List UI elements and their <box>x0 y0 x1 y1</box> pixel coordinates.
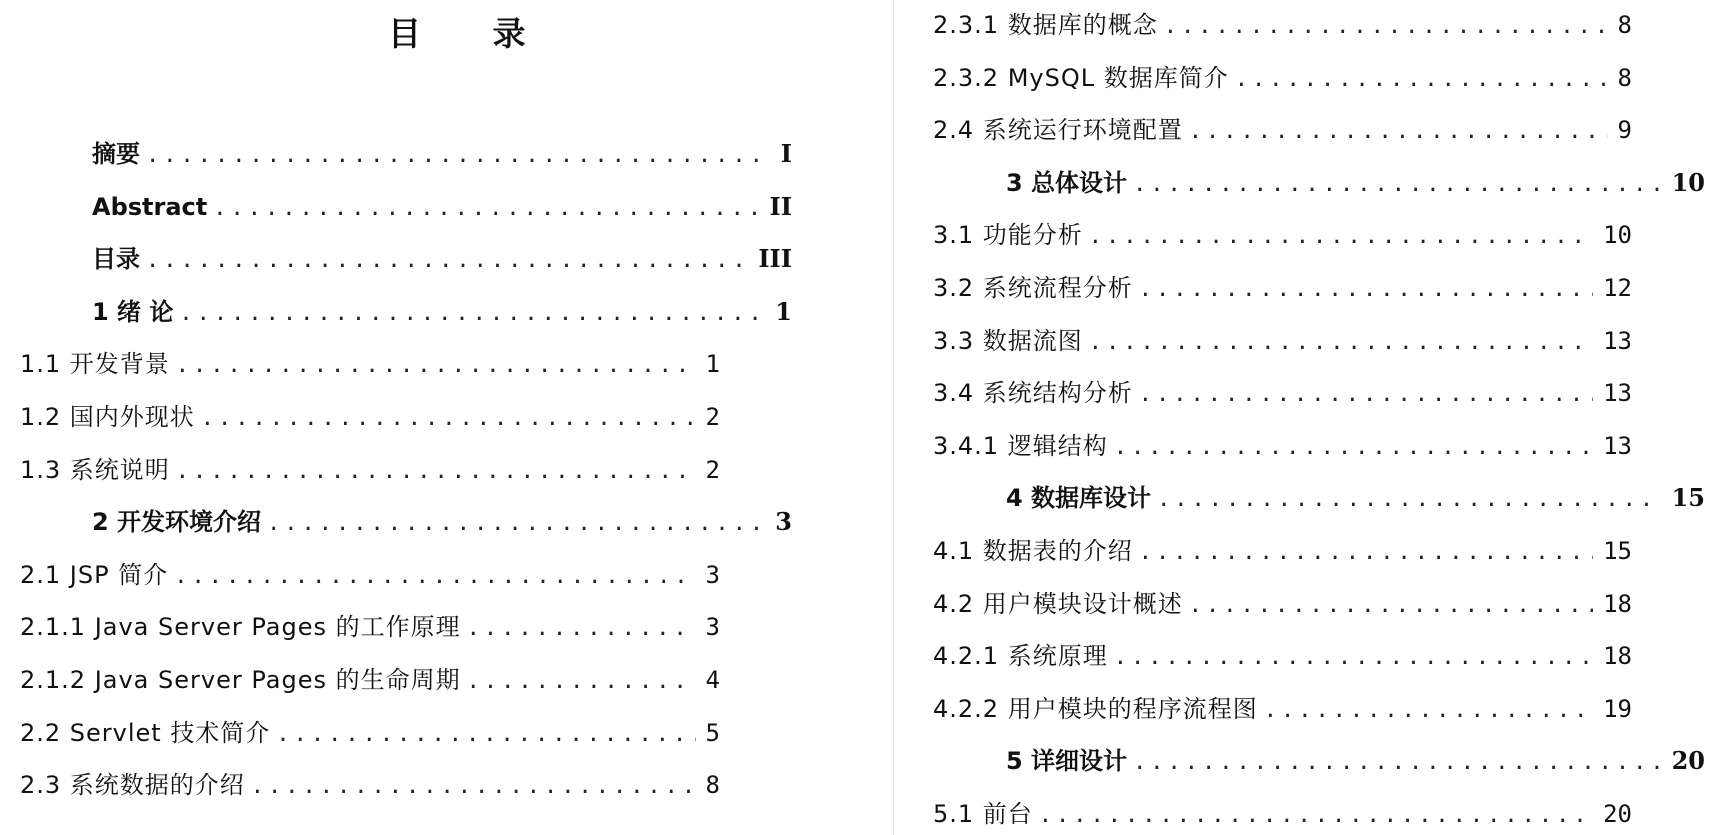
toc-entry[interactable] <box>933 797 1632 831</box>
dot-leader <box>207 192 759 224</box>
toc-entry-title: 2.4 系统运行环境配置 <box>933 116 1183 144</box>
toc-entry-page: 8 <box>1617 11 1632 39</box>
toc-entry[interactable] <box>20 768 720 802</box>
toc-entry-page: 10 <box>1671 168 1705 197</box>
toc-entry-page: 8 <box>705 771 720 799</box>
toc-entry-title: 4.2.1 系统原理 <box>933 642 1108 670</box>
toc-entry[interactable] <box>92 505 792 539</box>
toc-entry-title: 2 开发环境介绍 <box>92 508 262 536</box>
toc-entry-page: 3 <box>705 613 720 641</box>
toc-entry-title: 2.3 系统数据的介绍 <box>20 771 245 799</box>
toc-entry-page: 1 <box>775 297 792 326</box>
toc-entry-page: 10 <box>1603 221 1632 249</box>
toc-entry-title: 4.2 用户模块设计概述 <box>933 590 1183 618</box>
toc-entry-title: 1.3 系统说明 <box>20 456 170 484</box>
toc-entry-page: 2 <box>705 456 720 484</box>
dot-leader <box>1133 378 1593 410</box>
toc-entry[interactable] <box>92 137 792 171</box>
dot-leader <box>1151 483 1662 515</box>
toc-entry[interactable] <box>20 347 720 381</box>
dot-leader <box>1183 115 1608 147</box>
dot-leader <box>195 402 696 434</box>
toc-entry-title: 3.3 数据流图 <box>933 327 1083 355</box>
dot-leader <box>1158 10 1608 42</box>
toc-entry[interactable] <box>20 716 720 750</box>
toc-entry-title: 4 数据库设计 <box>1006 484 1152 512</box>
toc-entry[interactable] <box>933 534 1632 568</box>
toc-entry-page: 18 <box>1603 590 1632 618</box>
toc-entry-page: 13 <box>1603 432 1632 460</box>
toc-entry-title: 3 总体设计 <box>1006 169 1128 197</box>
dot-leader <box>461 612 696 644</box>
dot-leader <box>1083 326 1593 358</box>
toc-entry-page: 3 <box>775 507 792 536</box>
toc-entry[interactable] <box>1006 744 1705 778</box>
toc-entry-title: 1.2 国内外现状 <box>20 403 195 431</box>
toc-entry-title: 2.1 JSP 简介 <box>20 561 169 589</box>
toc-entry[interactable] <box>933 587 1632 621</box>
toc-entry-page: 19 <box>1603 695 1632 723</box>
toc-entry-title: 3.1 功能分析 <box>933 221 1083 249</box>
dot-leader <box>168 560 695 592</box>
toc-entry[interactable] <box>933 376 1632 410</box>
toc-entry-title: 2.3.1 数据库的概念 <box>933 11 1158 39</box>
toc-entry-page: 1 <box>705 350 720 378</box>
toc-entry-page: 20 <box>1603 800 1632 828</box>
toc-entry-title: 2.1.2 Java Server Pages 的生命周期 <box>20 666 461 694</box>
toc-entry-title: 4.2.2 用户模块的程序流程图 <box>933 695 1258 723</box>
dot-leader <box>1083 220 1593 252</box>
toc-entry-page: 5 <box>705 719 720 747</box>
dot-leader <box>1033 799 1593 831</box>
dot-leader <box>1133 273 1593 305</box>
toc-entry[interactable] <box>933 692 1632 726</box>
dot-leader <box>170 349 696 381</box>
toc-entry-page: 8 <box>1617 64 1632 92</box>
toc-entry[interactable] <box>933 61 1632 95</box>
dot-leader <box>1108 641 1593 673</box>
toc-entry-title: 1.1 开发背景 <box>20 350 170 378</box>
toc-entry-title: 2.2 Servlet 技术简介 <box>20 719 271 747</box>
toc-entry-title: 3.2 系统流程分析 <box>933 274 1133 302</box>
toc-entry-page: 15 <box>1671 483 1705 512</box>
toc-entry-title: Abstract <box>92 193 208 221</box>
toc-entry-page: 13 <box>1603 379 1632 407</box>
toc-entry[interactable] <box>20 400 720 434</box>
dot-leader <box>1133 536 1593 568</box>
toc-entry-page: III <box>758 244 792 273</box>
toc-entry-title: 5.1 前台 <box>933 800 1033 828</box>
toc-entry-page: 2 <box>705 403 720 431</box>
page-title: 目 录 <box>388 14 556 53</box>
dot-leader <box>461 665 696 697</box>
toc-entry-title: 2.1.1 Java Server Pages 的工作原理 <box>20 613 461 641</box>
toc-entry[interactable] <box>933 429 1632 463</box>
toc-entry[interactable] <box>92 295 792 329</box>
dot-leader <box>1258 694 1593 726</box>
toc-entry-title: 目录 <box>92 245 140 273</box>
toc-entry-title: 3.4 系统结构分析 <box>933 379 1133 407</box>
toc-entry[interactable] <box>933 218 1632 252</box>
dot-leader <box>1108 431 1593 463</box>
dot-leader <box>270 718 695 750</box>
dot-leader <box>245 770 696 802</box>
toc-entry[interactable] <box>933 113 1632 147</box>
toc-entry-page: 4 <box>705 666 720 694</box>
dot-leader <box>170 455 696 487</box>
toc-entry[interactable] <box>933 324 1632 358</box>
toc-entry[interactable] <box>92 190 792 224</box>
toc-entry[interactable] <box>20 663 720 697</box>
toc-entry[interactable] <box>20 558 720 592</box>
dot-leader <box>1183 589 1593 621</box>
toc-entry-page: 12 <box>1603 274 1632 302</box>
toc-entry-page: I <box>780 139 792 168</box>
toc-entry-title: 摘要 <box>92 140 140 168</box>
toc-entry-title: 3.4.1 逻辑结构 <box>933 432 1108 460</box>
toc-entry-title: 5 详细设计 <box>1006 747 1128 775</box>
toc-entry-page: 20 <box>1671 746 1705 775</box>
toc-entry[interactable] <box>1006 481 1705 515</box>
dot-leader <box>173 297 765 329</box>
toc-entry-title: 2.3.2 MySQL 数据库简介 <box>933 64 1229 92</box>
dot-leader <box>140 139 771 171</box>
dot-leader <box>140 244 748 276</box>
toc-entry-page: 15 <box>1603 537 1632 565</box>
toc-entry[interactable] <box>933 8 1632 42</box>
toc-entry[interactable] <box>20 453 720 487</box>
toc-entry[interactable] <box>933 271 1632 305</box>
toc-entry[interactable] <box>92 242 792 276</box>
toc-entry-title: 4.1 数据表的介绍 <box>933 537 1133 565</box>
toc-entry-page: II <box>769 192 792 221</box>
dot-leader <box>261 507 765 539</box>
page-divider <box>893 0 894 835</box>
toc-entry-page: 13 <box>1603 327 1632 355</box>
toc-entry[interactable] <box>20 610 720 644</box>
dot-leader <box>1127 746 1662 778</box>
toc-entry-page: 3 <box>705 561 720 589</box>
toc-entry-page: 18 <box>1603 642 1632 670</box>
toc-entry-page: 9 <box>1617 116 1632 144</box>
toc-entry-title: 1 绪 论 <box>92 298 174 326</box>
dot-leader <box>1229 63 1608 95</box>
dot-leader <box>1127 168 1662 200</box>
toc-entry[interactable] <box>1006 166 1705 200</box>
toc-entry[interactable] <box>933 639 1632 673</box>
